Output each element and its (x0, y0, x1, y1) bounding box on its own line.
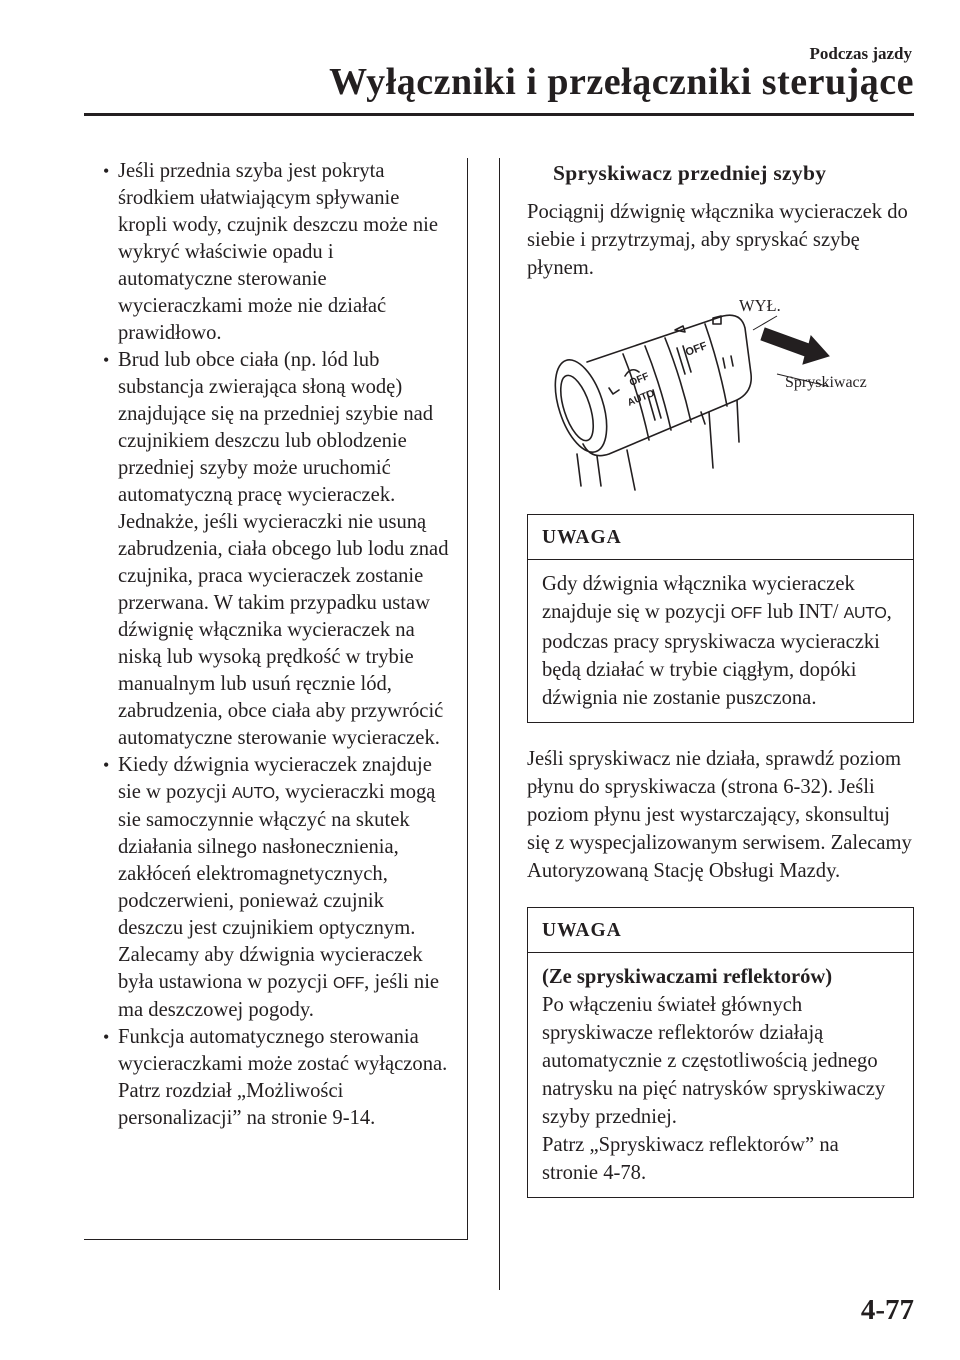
header-section: Podczas jazdy (809, 44, 912, 63)
wiper-lever-figure (527, 294, 914, 494)
list-item (98, 347, 453, 752)
bullet-text: Jeśli przednia szyba jest pokryta środkiem ułatwiającym spływanie kropli wody, czujnik deszczu może nie wykryć właściwie opadu i automatyczne sterowanie wycieraczkami może nie działać prawidłowo. (118, 160, 439, 344)
page-number: 4-77 (860, 1294, 914, 1326)
lever-auto-label: AUTO (626, 388, 657, 409)
bullet-icon: • (103, 350, 110, 370)
bullet-icon: • (103, 755, 110, 775)
cross-reference: Patrz „Spryskiwacz reflektorów” na stronie 4-78. (542, 1134, 839, 1184)
lever-off-label: OFF (683, 340, 709, 359)
header-rule (84, 113, 914, 116)
washer-label: Spryskiwacz (785, 374, 867, 391)
bullet-text: Kiedy dźwignia wycieraczek znajduje sie w pozycji (118, 754, 432, 803)
column-divider (499, 158, 500, 1290)
bullet-text: Brud lub obce ciała (np. lód lub substancja zwierająca słoną wodę) znajdujące się na przedniej szybie nad czujnikiem deszczu lub oblodzenie przedniej szyby może uruchomić automatyczną pracę wycieraczek. Jednakże, jeśli wycieraczki nie usuną zabrudzenia, ciała obcego lub lodu znad czujnika, praca wycieraczek zostanie przerwana. W takim przypadku ustaw dźwignię włącznika wycieraczek na niską lub wysoką prędkość w trybie manualnym lub usuń ręcznie lód, zabrudzenia, obce ciała aby przywrócić automatyczne sterowanie wycieraczek. (118, 349, 449, 749)
note-text: lub INT/ (761, 601, 844, 623)
page-title: Wyłączniki i przełączniki sterujące (329, 61, 914, 103)
washer-check-paragraph: Jeśli spryskiwacz nie działa, sprawdź poziom płynu do spryskiwacza (strona 6-32). Jeśli poziom płynu jest wystarczający, skonsultuj się z wyspecjalizowanym serwisem. Zalecamy Autoryzowaną Stację Obsługi Mazdy. (527, 748, 912, 882)
auto-position-tag: AUTO (231, 785, 275, 802)
wiper-lever-illustration (527, 294, 914, 494)
list-item (98, 158, 453, 347)
note-text: Po włączeniu świateł głównych spryskiwacze reflektorów działają automatycznie z częstotliwością jednego natrysku na pięć natrysków spryskiwaczy szyby przedniej. (542, 994, 886, 1128)
bullet-text: , wycieraczki mogą sie samoczynnie włączyć na skutek działania silnego nasłonecznienia, zakłóceń elektromagnetycznych, podczerwieni, ponieważ czujnik deszczu jest czujnikiem optycznym. Zalecamy aby dźwignia wycieraczek była ustawiona w pozycji (118, 781, 436, 993)
list-item (98, 1024, 453, 1132)
note-title: UWAGA (528, 908, 913, 953)
note-subheading: (Ze spryskiwaczami reflektorów) (542, 966, 833, 988)
right-column (527, 158, 914, 1198)
note-body (528, 953, 913, 1197)
note-title: UWAGA (528, 515, 913, 560)
bullet-text: Funkcja automatycznego sterowania wycieraczkami może zostać wyłączona. (118, 1026, 448, 1075)
off-position-tag: OFF (333, 975, 365, 992)
note-box (527, 907, 914, 1198)
bullet-text: , jeśli nie ma deszczowej pogody. (118, 971, 440, 1021)
section-heading: Spryskiwacz przedniej szyby (553, 161, 827, 185)
bullet-list (98, 158, 453, 1132)
off-position-tag: OFF (730, 605, 762, 622)
bullet-icon: • (103, 1027, 110, 1047)
intro-paragraph: Pociągnij dźwignię włącznika wycieraczek do siebie i przytrzymaj, aby spryskać szybę płynem. (527, 201, 908, 279)
cross-reference: Patrz rozdział „Możliwości personalizacji” na stronie 9-14. (118, 1080, 376, 1129)
note-text: , podczas pracy spryskiwacza wycieraczki będą działać w trybie ciągłym, dopóki dźwignia nie zostanie puszczona. (542, 601, 892, 709)
note-body (528, 560, 913, 722)
auto-position-tag: AUTO (843, 605, 887, 622)
bullet-icon: • (103, 161, 110, 181)
pull-arrow-icon (761, 328, 829, 364)
list-item (98, 752, 453, 1024)
lever-off-label-lower: OFF (628, 371, 651, 389)
off-label: WYŁ. (739, 296, 781, 315)
note-box (527, 514, 914, 723)
left-column (84, 158, 468, 1240)
note-text: Gdy dźwignia włącznika wycieraczek znajduje się w pozycji (542, 573, 855, 623)
